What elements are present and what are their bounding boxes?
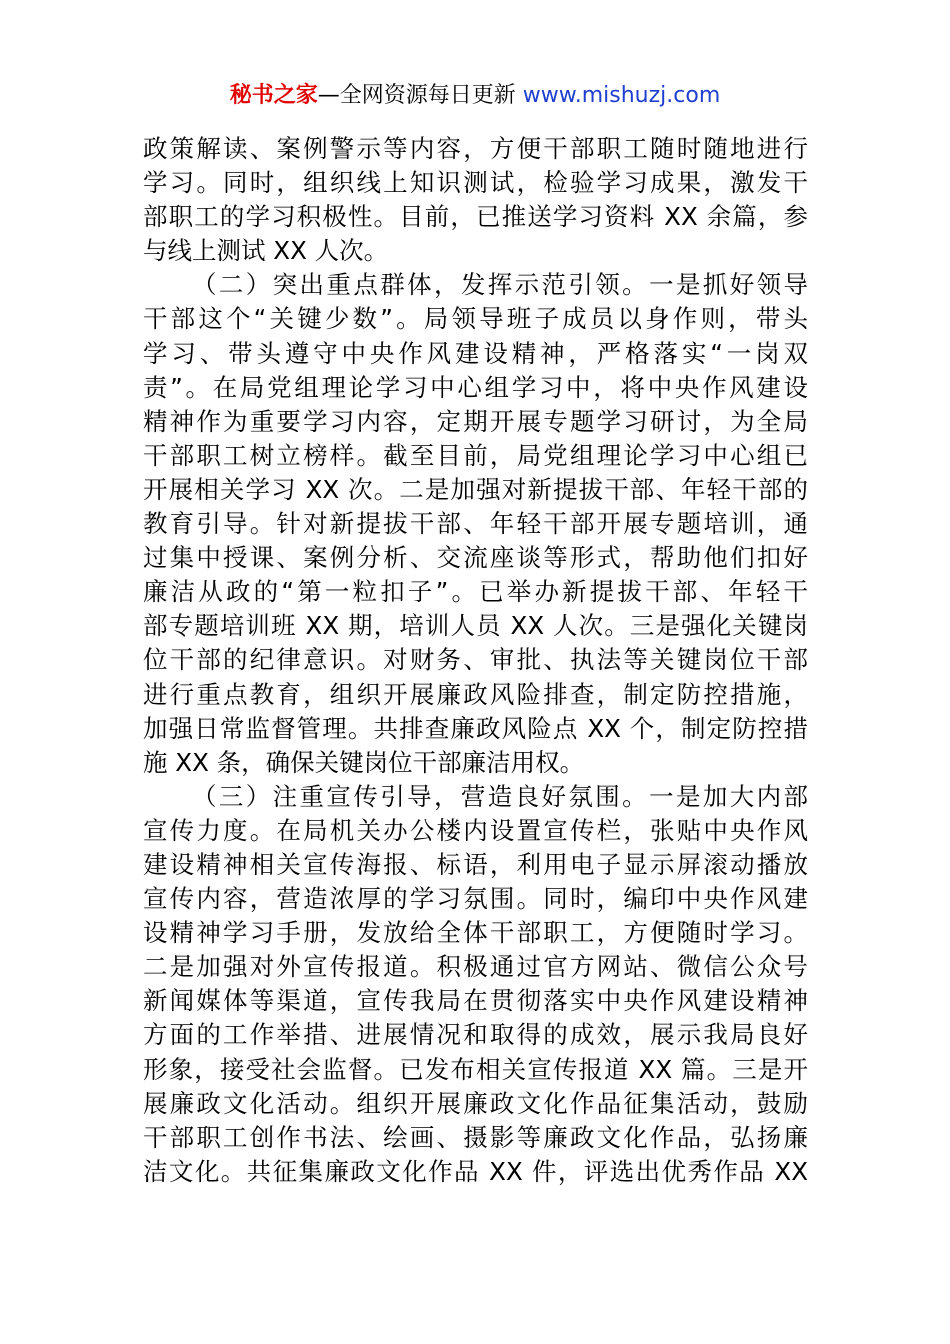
document-body (143, 132, 808, 1189)
text-line: 精神作为重要学习内容，定期开展专题学习研讨，为全局 (143, 406, 808, 436)
text-line: 与线上测试 XX 人次。 (143, 236, 389, 266)
text-line: 方面的工作举措、进展情况和取得的成效，展示我局良好 (143, 1020, 808, 1050)
text-line: （二）突出重点群体，发挥示范引领。一是抓好领导 (192, 270, 808, 300)
text-line: 洁文化。共征集廉政文化作品 XX 件，评选出优秀作品 XX (143, 1156, 808, 1186)
text-line: 进行重点教育，组织开展廉政风险排查，制定防控措施， (143, 679, 808, 709)
text-line: 形象，接受社会监督。已发布相关宣传报道 XX 篇。三是开 (143, 1054, 808, 1084)
text-line: 建设精神相关宣传海报、标语，利用电子显示屏滚动播放 (143, 849, 808, 879)
text-line: 干部职工树立榜样。截至目前，局党组理论学习中心组已 (143, 440, 808, 470)
text-line: 开展相关学习 XX 次。二是加强对新提拔干部、年轻干部的 (143, 474, 808, 504)
site-tagline: —全网资源每日更新 (317, 83, 523, 108)
text-line: 过集中授课、案例分析、交流座谈等形式，帮助他们扣好 (143, 543, 808, 573)
text-line: 施 XX 条，确保关键岗位干部廉洁用权。 (143, 747, 585, 777)
text-line: 学习、带头遵守中央作风建设精神，严格落实“一岗双 (143, 338, 808, 368)
text-line: （三）注重宣传引导，营造良好氛围。一是加大内部 (192, 781, 808, 811)
text-line: 设精神学习手册，发放给全体干部职工，方便随时学习。 (143, 918, 808, 948)
text-line: 展廉政文化活动。组织开展廉政文化作品征集活动，鼓励 (143, 1088, 808, 1118)
text-line: 责”。在局党组理论学习中心组学习中，将中央作风建设 (143, 372, 808, 402)
text-line: 政策解读、案例警示等内容，方便干部职工随时随地进行 (143, 134, 808, 163)
site-url[interactable]: www.mishuzj.com (522, 83, 721, 108)
text-line: 宣传力度。在局机关办公楼内设置宣传栏，张贴中央作风 (143, 815, 808, 845)
text-line: 位干部的纪律意识。对财务、审批、执法等关键岗位干部 (143, 645, 808, 675)
text-line: 二是加强对外宣传报道。积极通过官方网站、微信公众号 (143, 952, 808, 982)
text-line: 部职工的学习积极性。目前，已推送学习资料 XX 余篇，参 (143, 202, 808, 232)
text-line: 廉洁从政的“第一粒扣子”。已举办新提拔干部、年轻干 (143, 577, 808, 607)
text-line: 加强日常监督管理。共排查廉政风险点 XX 个，制定防控措 (143, 713, 808, 743)
text-line: 干部这个“关键少数”。局领导班子成员以身作则，带头 (143, 304, 808, 334)
text-line: 新闻媒体等渠道，宣传我局在贯彻落实中央作风建设精神 (143, 986, 808, 1016)
text-line: 教育引导。针对新提拔干部、年轻干部开展专题培训，通 (143, 509, 808, 539)
text-line: 学习。同时，组织线上知识测试，检验学习成果，激发干 (143, 168, 808, 198)
site-brand: 秘书之家 (229, 83, 318, 108)
text-line: 宣传内容，营造浓厚的学习氛围。同时，编印中央作风建 (143, 884, 808, 914)
text-line: 干部职工创作书法、绘画、摄影等廉政文化作品，弘扬廉 (143, 1122, 808, 1152)
site-header (0, 80, 950, 112)
text-line: 部专题培训班 XX 期，培训人员 XX 人次。三是强化关键岗 (143, 611, 808, 641)
